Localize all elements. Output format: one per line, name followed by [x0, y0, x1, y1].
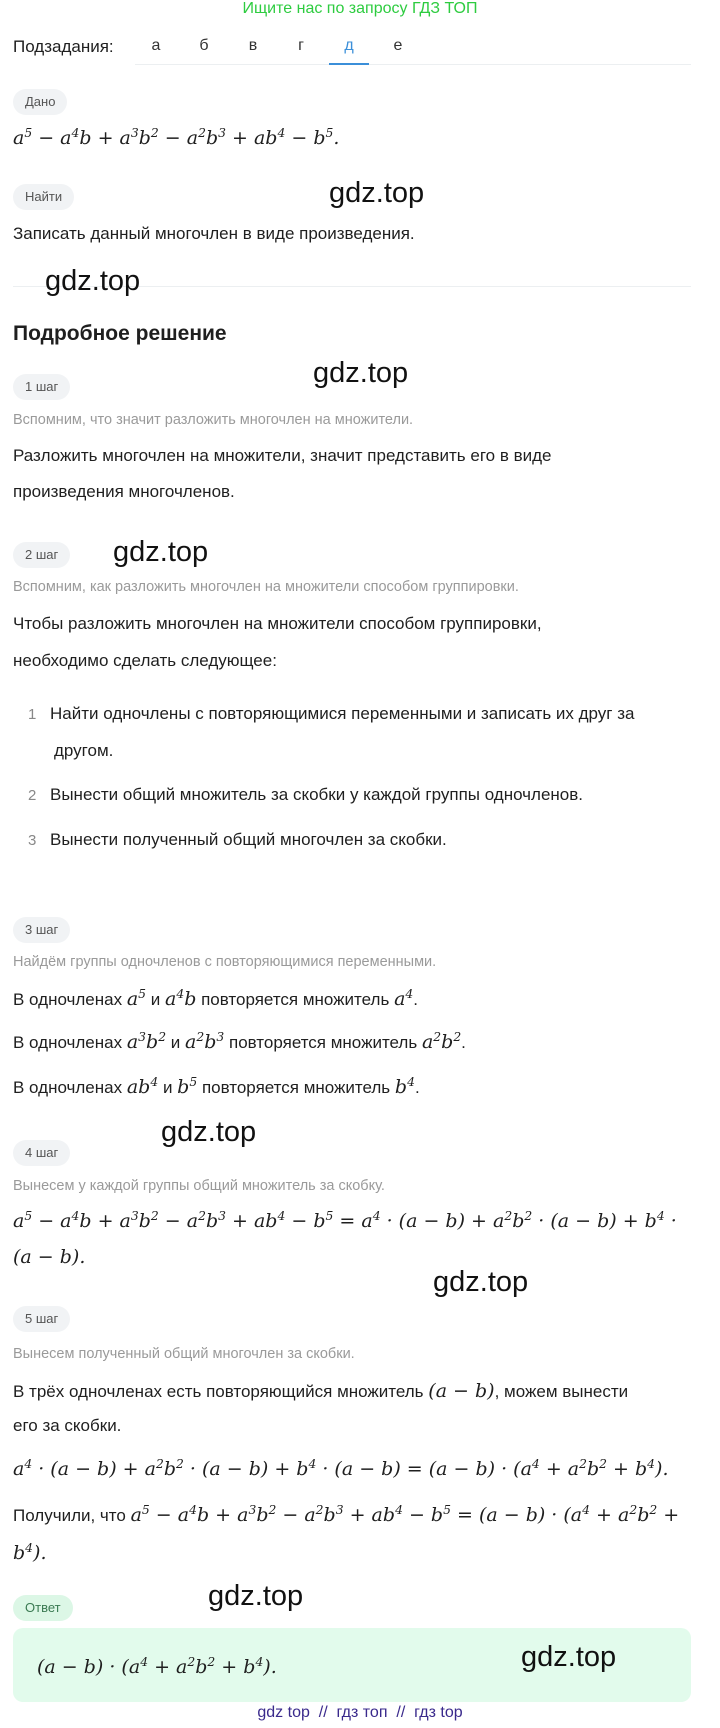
step-5-line-1: В трёх одночленах есть повторяющийся множитель (a − b), можем вынести — [13, 1380, 629, 1402]
tabs-underline — [135, 64, 691, 65]
step-3-row-2: В одночленах $a^3b^2$ и $a^2b^3$ повторяется множитель $a^2b^2$. — [13, 1030, 466, 1053]
find-text: Записать данный многочлен в виде произведения. — [13, 224, 415, 243]
watermark: gdz.top — [521, 1641, 617, 1673]
step-3-row-1: В одночленах $a^5$ и $a^4b$ повторяется множитель $a^4$. — [13, 987, 418, 1010]
watermark: gdz.top — [433, 1266, 529, 1298]
list-number: 2 — [28, 787, 37, 804]
watermark: gdz.top — [208, 1580, 304, 1612]
find-chip: Найти — [13, 184, 74, 210]
step-5-result-line-2: $b^4$). — [13, 1541, 47, 1564]
step-2-line-2: необходимо сделать следующее: — [13, 651, 277, 670]
step-5-line-2: его за скобки. — [13, 1416, 122, 1435]
subtasks-label: Подзадания: — [13, 37, 114, 56]
list-number: 1 — [28, 706, 37, 723]
watermark: gdz.top — [313, 357, 409, 389]
tab-b[interactable]: б — [199, 37, 209, 54]
step-5-result-line-1: Получили, что $a^5 - a^4b + a^3b^2 - a^2b^3 + ab^4 - b^5 = (a - b) \cdot (a^4 + a^2b^2$ + — [13, 1503, 680, 1526]
tab-a[interactable]: а — [151, 37, 161, 54]
answer-chip: Ответ — [13, 1595, 73, 1621]
watermark: gdz.top — [329, 177, 425, 209]
top-banner[interactable]: Ищите нас по запросу ГДЗ ТОП — [242, 0, 478, 17]
step-4-expression-line-1: $a^5 - a^4b + a^3b^2 - a^2b^3 + ab^4 - b^5 = a^4 \cdot (a - b) + a^2b^2 \cdot (a - b) + b^4$ · — [13, 1209, 677, 1232]
watermark: gdz.top — [45, 265, 141, 297]
watermark: gdz.top — [161, 1116, 257, 1148]
step-3-chip: 3 шаг — [13, 917, 70, 943]
step-5-chip: 5 шаг — [13, 1306, 70, 1332]
step-1-chip: 1 шаг — [13, 374, 70, 400]
step-2-line-1: Чтобы разложить многочлен на множители способом группировки, — [13, 614, 542, 633]
step-4-hint: Вынесем у каждой группы общий множитель за скобку. — [13, 1178, 385, 1194]
step-5-expression: $a^4 \cdot (a - b) + a^2b^2 \cdot (a - b) + b^4 \cdot (a - b) = (a - b) \cdot (a^4 + a^2b^2 + b^4)$. — [13, 1457, 669, 1480]
step-5-hint: Вынесем полученный общий многочлен за скобки. — [13, 1346, 355, 1362]
tab-v[interactable]: в — [248, 37, 258, 54]
solution-title: Подробное решение — [13, 322, 227, 345]
step-3-hint: Найдём группы одночленов с повторяющимися переменными. — [13, 954, 437, 970]
tab-e[interactable]: е — [393, 37, 403, 54]
step-1-line-1: Разложить многочлен на множители, значит представить его в виде — [13, 446, 552, 465]
step-1-hint: Вспомним, что значит разложить многочлен на множители. — [13, 412, 414, 428]
tab-d[interactable]: д — [344, 37, 354, 54]
step-3-row-3: В одночленах $ab^4$ и $b^5$ повторяется множитель $b^4$. — [13, 1075, 420, 1098]
watermark: gdz.top — [113, 536, 209, 568]
list-item: 2 Вынести общий множитель за скобки у каждой группы одночленов. — [28, 785, 584, 804]
step-2-chip: 2 шаг — [13, 542, 70, 568]
list-item: 1 Найти одночлены с повторяющимися переменными и записать их друг за — [28, 704, 635, 723]
step-4-expression-line-2: (a − b). — [13, 1246, 86, 1268]
list-number: 3 — [28, 832, 37, 849]
step-2-hint: Вспомним, как разложить многочлен на множители способом группировки. — [13, 579, 519, 595]
list-item-continuation: другом. — [54, 741, 114, 760]
tab-g[interactable]: г — [298, 37, 304, 54]
list-item: 3 Вынести полученный общий многочлен за скобки. — [28, 830, 447, 849]
given-chip: Дано — [13, 89, 67, 115]
given-expression: $a^5 - a^4b + a^3b^2 - a^2b^3 + ab^4 - b^5$. — [13, 126, 340, 149]
footer-links[interactable]: gdz top // гдз топ // гдз top — [257, 1704, 463, 1721]
step-1-line-2: произведения многочленов. — [13, 482, 235, 501]
answer-expression: $(a - b) \cdot (a^4 + a^2b^2 + b^4)$. — [37, 1655, 277, 1678]
step-4-chip: 4 шаг — [13, 1140, 70, 1166]
active-tab-indicator — [329, 63, 369, 65]
